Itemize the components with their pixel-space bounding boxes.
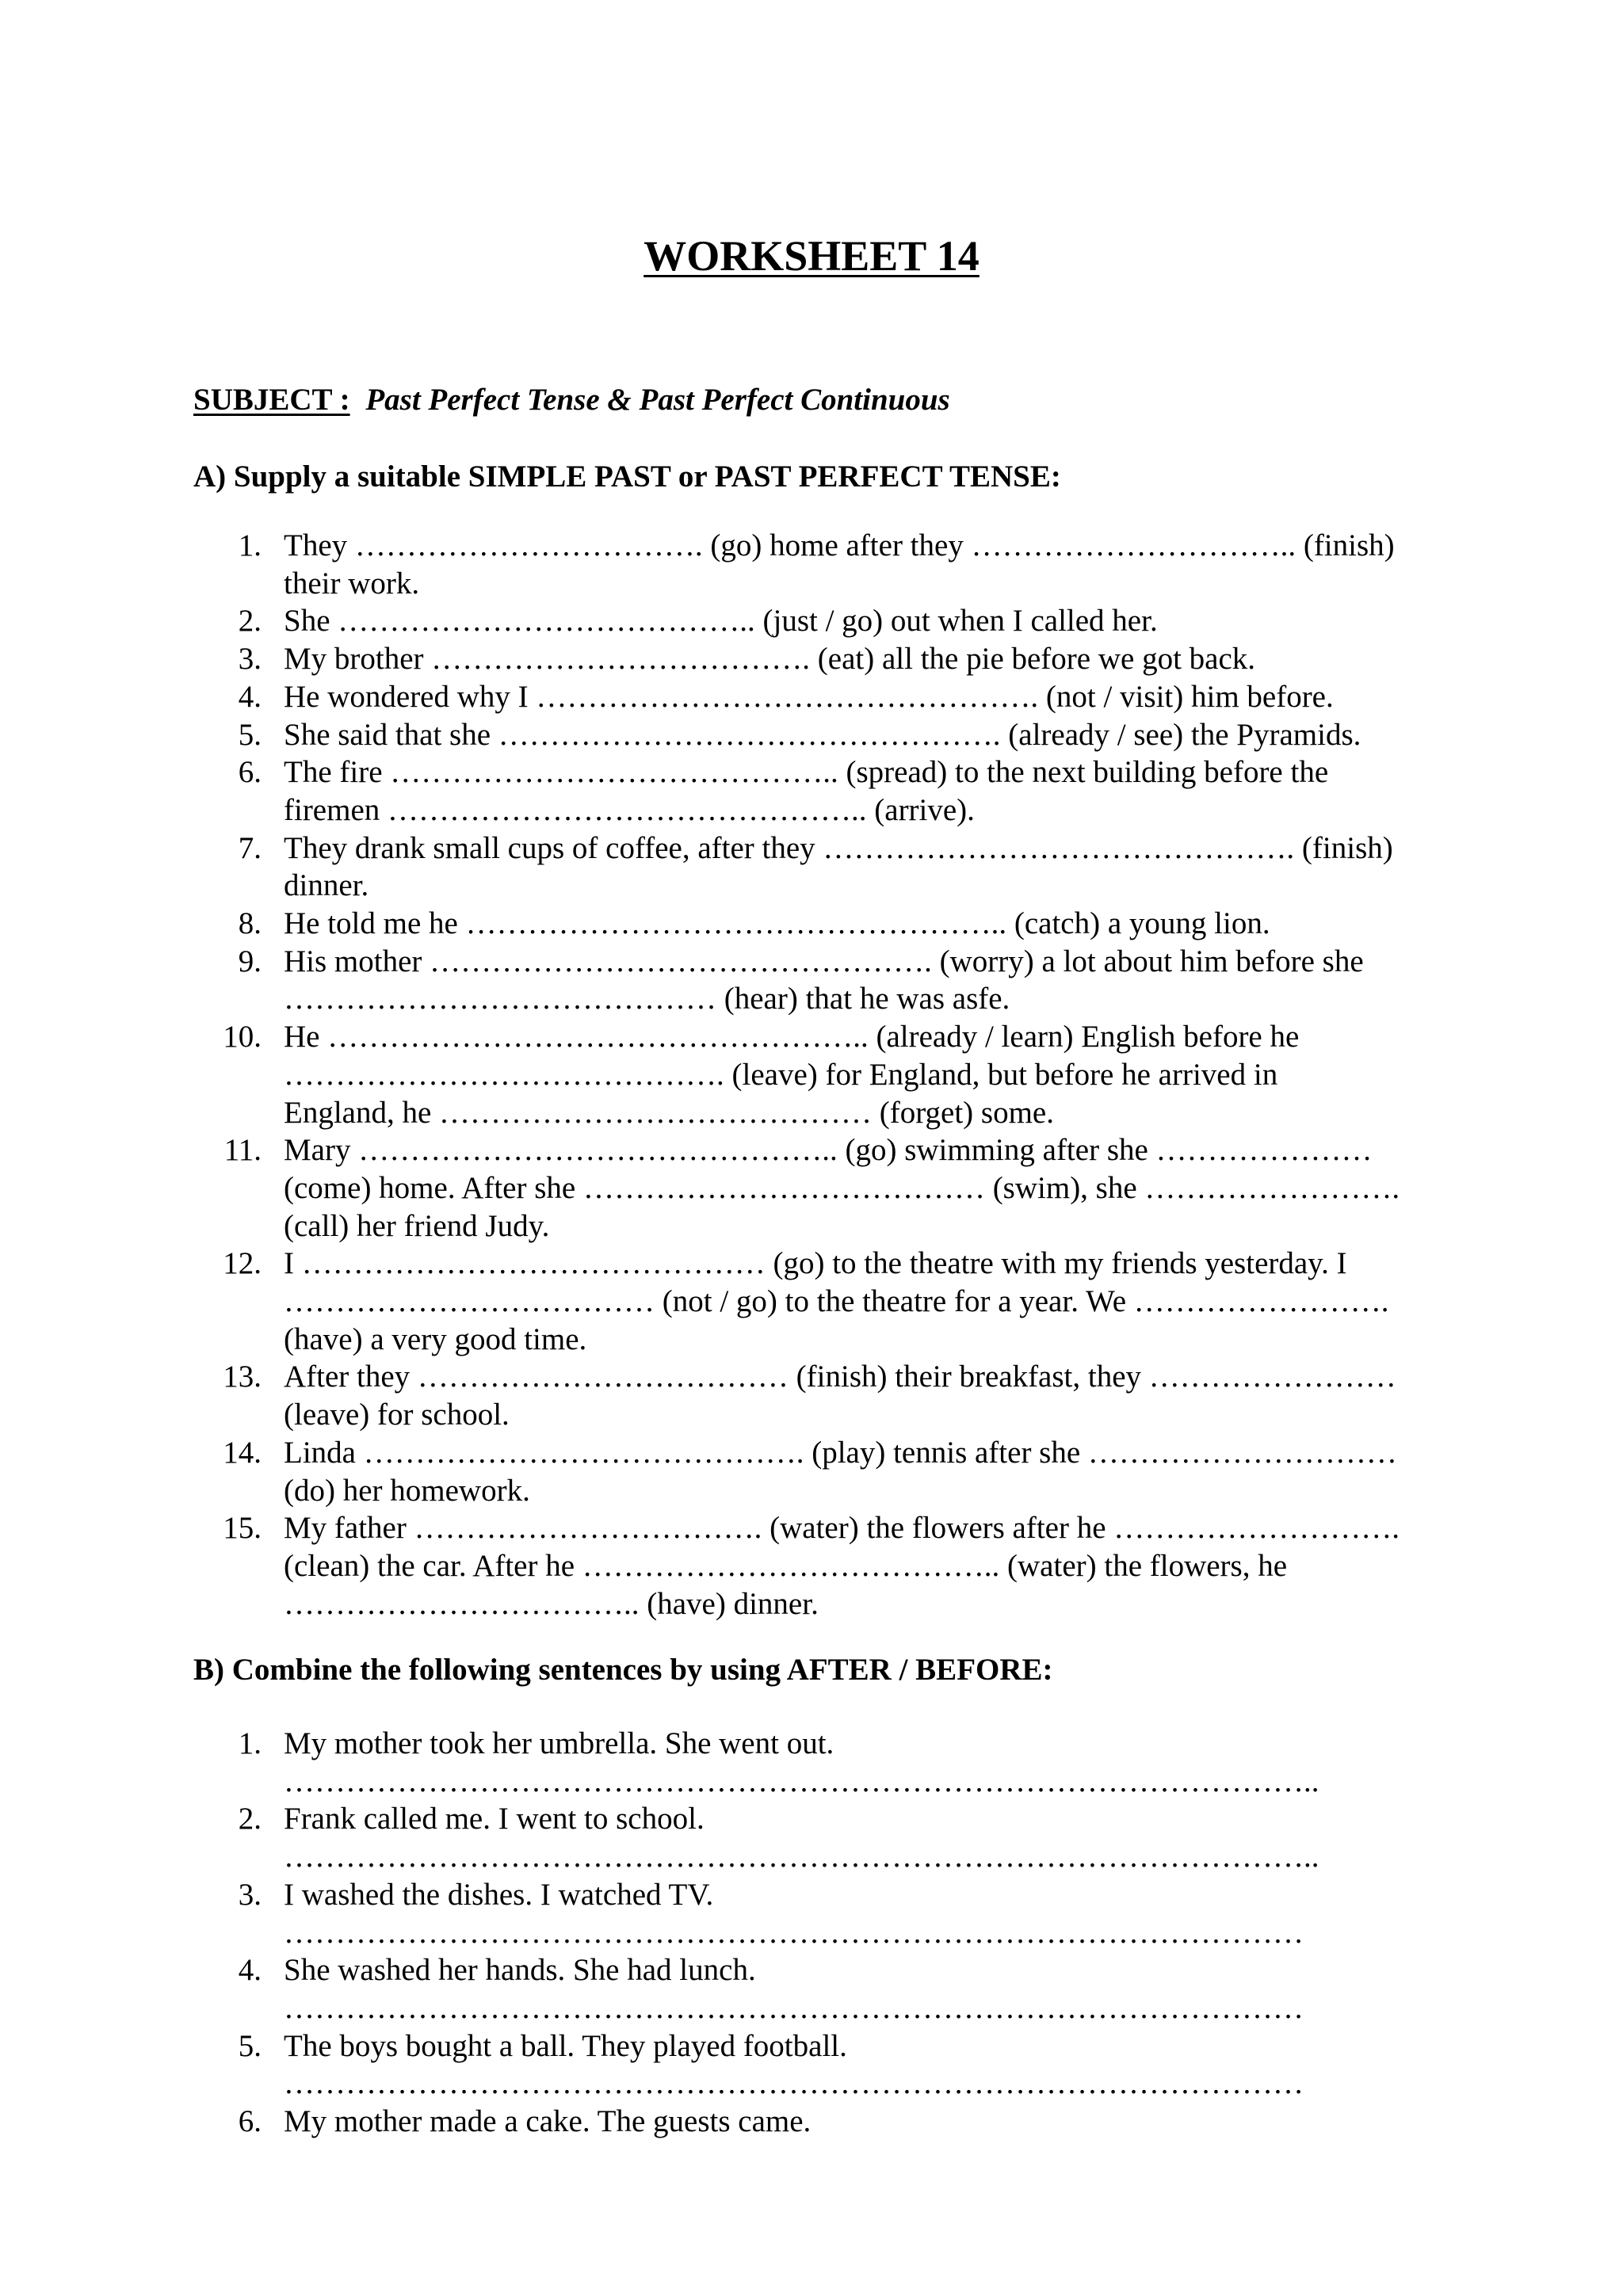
item-number: 6. — [238, 755, 262, 790]
item-text-line: firemen ……………………………………….. (arrive). — [284, 792, 975, 827]
section-a-item — [0, 830, 1623, 905]
subject-line — [193, 381, 950, 419]
item-number: 3. — [238, 642, 262, 677]
item-number: 1. — [238, 528, 262, 563]
item-number: 15. — [223, 1511, 262, 1546]
item-text-line: ……………………………………………………………………………………… — [284, 1990, 1304, 2025]
item-number: 5. — [238, 717, 262, 752]
subject-value: Past Perfect Tense & Past Perfect Continuous — [365, 383, 950, 417]
item-text-line: ……………………………………. (leave) for England, but before he arrived in — [284, 1057, 1278, 1092]
item-text — [284, 1245, 1472, 1358]
item-text — [284, 602, 1472, 640]
item-number: 7. — [238, 830, 262, 865]
item-text — [284, 1800, 1472, 1875]
item-text-line: My mother made a cake. The guests came. — [284, 2104, 812, 2139]
item-text-line: The fire …………………………………….. (spread) to the next building before the — [284, 755, 1329, 790]
item-text — [284, 1434, 1472, 1509]
item-text — [284, 2103, 1472, 2141]
item-text — [284, 640, 1472, 678]
section-a-item — [0, 943, 1623, 1018]
section-a-item — [0, 602, 1623, 640]
item-text — [284, 943, 1472, 1018]
item-text — [284, 2027, 1472, 2103]
item-number: 2. — [238, 1802, 262, 1836]
item-number: 4. — [238, 679, 262, 714]
item-text-line: (call) her friend Judy. — [284, 1208, 550, 1243]
section-b-item — [0, 2027, 1623, 2103]
section-a-item — [0, 1509, 1623, 1623]
section-a-item — [0, 1358, 1623, 1433]
item-text-line: She washed her hands. She had lunch. — [284, 1953, 756, 1988]
item-number: 5. — [238, 2028, 262, 2063]
item-text-line: He wondered why I …………………………………………. (not / visit) him before. — [284, 679, 1334, 714]
item-text-line: Frank called me. I went to school. — [284, 1802, 705, 1836]
item-text — [284, 753, 1472, 829]
item-text — [284, 678, 1472, 716]
item-text-line: I washed the dishes. I watched TV. — [284, 1877, 714, 1912]
section-a-item — [0, 527, 1623, 602]
section-a-item — [0, 1131, 1623, 1245]
section-b-list — [0, 1725, 1623, 2141]
item-number: 4. — [238, 1953, 262, 1988]
item-text — [284, 905, 1472, 943]
item-text — [284, 1018, 1472, 1131]
item-text-line: England, he …………………………………… (forget) some. — [284, 1095, 1054, 1130]
item-text-line: ……………………………………………………………………………………….. — [284, 1764, 1319, 1798]
item-text — [284, 1725, 1472, 1800]
item-text — [284, 716, 1472, 754]
item-text — [284, 1358, 1472, 1433]
item-text-line: (have) a very good time. — [284, 1322, 587, 1356]
item-number: 12. — [223, 1246, 262, 1281]
item-text-line: She said that she …………………………………………. (already / see) the Pyramids. — [284, 717, 1361, 752]
item-number: 13. — [223, 1360, 262, 1394]
item-text-line: Mary ……………………………………….. (go) swimming after she ………………… — [284, 1133, 1373, 1168]
section-b-item — [0, 1800, 1623, 1875]
section-a-item — [0, 1245, 1623, 1358]
item-text-line: My father ……………………………. (water) the flowers after he ………………………. — [284, 1511, 1400, 1546]
item-text-line: (leave) for school. — [284, 1398, 510, 1432]
item-text — [284, 1131, 1472, 1245]
item-text-line: ……………………………………………………………………………………… — [284, 1915, 1304, 1950]
item-text-line: ……………………………… (not / go) to the theatre for a year. We ……………………. — [284, 1284, 1389, 1319]
subject-label: SUBJECT : — [193, 383, 350, 417]
section-b-heading: B) Combine the following sentences by using AFTER / BEFORE: — [193, 1653, 1053, 1687]
section-a-item — [0, 905, 1623, 943]
item-text-line: She ………………………………….. (just / go) out when I called her. — [284, 604, 1158, 639]
section-b-item — [0, 1951, 1623, 2027]
item-text-line: (clean) the car. After he ………………………………….. (water) the flowers, he — [284, 1548, 1288, 1583]
item-text-line: The boys bought a ball. They played football. — [284, 2028, 847, 2063]
item-text-line: After they ……………………………… (finish) their breakfast, they …………………… — [284, 1360, 1396, 1394]
item-text — [284, 1951, 1472, 2027]
section-a-item — [0, 678, 1623, 716]
item-number: 11. — [223, 1133, 262, 1168]
section-b-item — [0, 1876, 1623, 1951]
item-text-line: He told me he …………………………………………….. (catch) a young lion. — [284, 906, 1270, 941]
item-text-line: (come) home. After she ………………………………… (swim), she ……………………. — [284, 1170, 1400, 1205]
item-number: 8. — [238, 906, 262, 941]
item-text-line: ……………………………………………………………………………………….. — [284, 1840, 1319, 1875]
item-text — [284, 1509, 1472, 1623]
section-a-item — [0, 716, 1623, 754]
item-text-line: I ……………………………………… (go) to the theatre with my friends yesterday. I — [284, 1246, 1347, 1281]
section-a-heading: A) Supply a suitable SIMPLE PAST or PAST PERFECT TENSE: — [193, 460, 1061, 494]
item-text-line: their work. — [284, 566, 420, 601]
section-a-item — [0, 1434, 1623, 1509]
item-text-line: They ……………………………. (go) home after they ………………………….. (finish) — [284, 528, 1395, 563]
item-number: 6. — [238, 2104, 262, 2139]
item-number: 14. — [223, 1435, 262, 1470]
section-a-item — [0, 1018, 1623, 1131]
section-a-item — [0, 640, 1623, 678]
item-text-line: Linda ……………………………………. (play) tennis after she ………………………… — [284, 1435, 1397, 1470]
item-text-line: …………………………………… (hear) that he was asfe. — [284, 982, 1010, 1016]
item-number: 9. — [238, 944, 262, 978]
item-text-line: He …………………………………………….. (already / learn) English before he — [284, 1020, 1300, 1055]
item-text — [284, 830, 1472, 905]
item-text — [284, 1876, 1472, 1951]
section-b-item — [0, 2103, 1623, 2141]
item-text-line: My brother ………………………………. (eat) all the pie before we got back. — [284, 642, 1256, 677]
section-a-item — [0, 753, 1623, 829]
item-number: 10. — [223, 1020, 262, 1055]
item-text-line: His mother …………………………………………. (worry) a lot about him before she — [284, 944, 1364, 978]
item-text — [284, 527, 1472, 602]
item-text-line: dinner. — [284, 868, 369, 903]
page-title: WORKSHEET 14 — [643, 232, 980, 280]
item-text-line: ……………………………………………………………………………………… — [284, 2066, 1304, 2101]
item-number: 1. — [238, 1726, 262, 1760]
item-text-line: They drank small cups of coffee, after they ………………………………………. (finish) — [284, 830, 1393, 865]
item-text-line: (do) her homework. — [284, 1473, 530, 1508]
item-number: 3. — [238, 1877, 262, 1912]
section-b-item — [0, 1725, 1623, 1800]
section-a-list — [0, 527, 1623, 1623]
item-text-line: My mother took her umbrella. She went out. — [284, 1726, 834, 1760]
item-number: 2. — [238, 604, 262, 639]
item-text-line: …………………………….. (have) dinner. — [284, 1586, 819, 1621]
